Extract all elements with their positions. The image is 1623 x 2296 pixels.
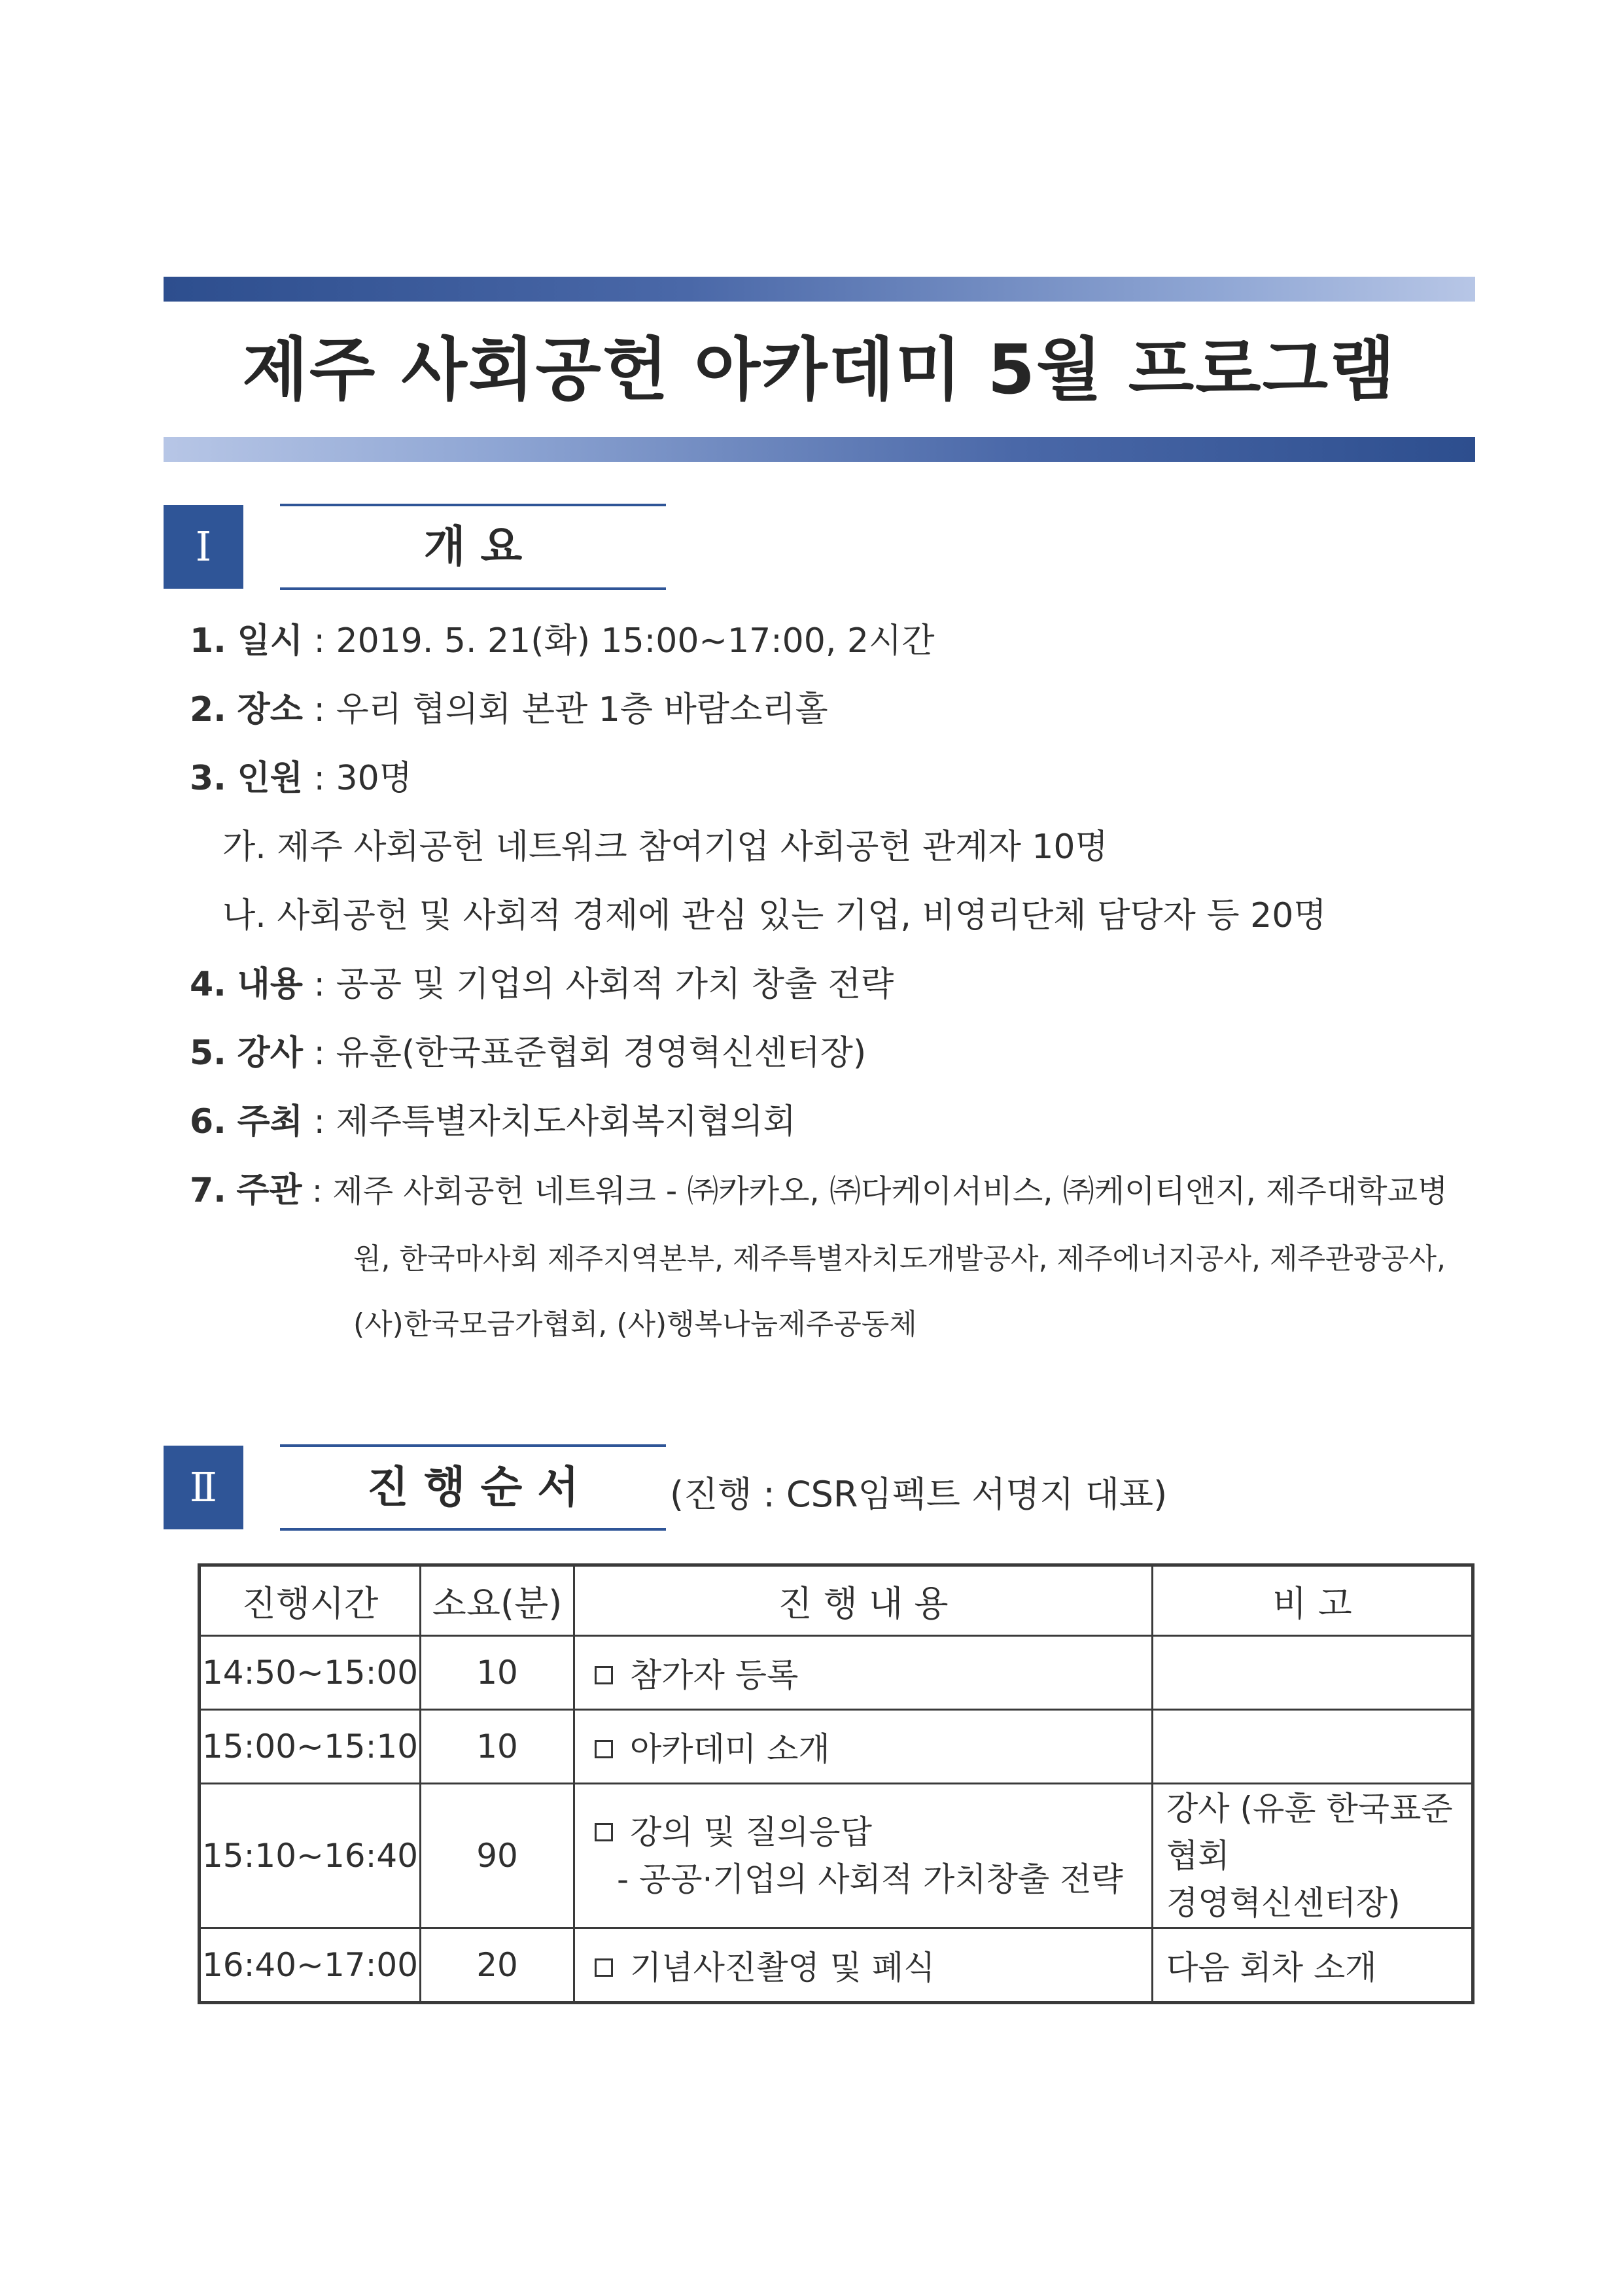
row-note: 강사 (유훈 한국표준협회 경영혁신센터장): [1153, 1784, 1473, 1928]
header-time: 진행시간: [200, 1565, 421, 1636]
row-content: 참가자 등록: [574, 1636, 1153, 1710]
row-content-detail: - 공공·기업의 사회적 가치창출 전략: [617, 1860, 1123, 1898]
header-note: 비 고: [1153, 1565, 1473, 1636]
overview-item-place: 2. 장소 : 우리 협의회 본관 1층 바람소리홀: [190, 690, 828, 729]
header-content: 진 행 내 용: [574, 1565, 1153, 1636]
host-continued-line-1: 원, 한국마사회 제주지역본부, 제주특별자치도개발공사, 제주에너지공사, 제주관광공사,: [353, 1242, 1446, 1276]
square-bullet-icon: [595, 1740, 613, 1758]
square-bullet-icon: [595, 1666, 613, 1684]
table-row: [200, 1784, 1473, 1928]
row-note: [1153, 1710, 1473, 1784]
overview-item-content: 4. 내용 : 공공 및 기업의 사회적 가치 창출 전략: [190, 965, 894, 1004]
table-row: [200, 1928, 1473, 2003]
row-content: 강의 및 질의응답 - 공공·기업의 사회적 가치창출 전략: [574, 1784, 1153, 1928]
section-1-numeral: Ⅰ: [164, 505, 243, 589]
row-minutes: 20: [421, 1928, 574, 2003]
title-top-bar: [164, 277, 1475, 302]
row-minutes: 90: [421, 1784, 574, 1928]
schedule-table: [198, 1563, 1475, 2004]
overview-item-host: 7. 주관 : 제주 사회공헌 네트워크 - ㈜카카오, ㈜다케이서비스, ㈜케이티앤지, 제주대학교병: [190, 1171, 1448, 1210]
section-2-host-note: (진행 : CSR임펙트 서명지 대표): [670, 1474, 1168, 1515]
overview-item-date: 1. 일시 : 2019. 5. 21(화) 15:00~17:00, 2시간: [190, 621, 935, 661]
host-continued-line-2: (사)한국모금가협회, (사)행복나눔제주공동체: [353, 1308, 917, 1341]
overview-item-attendees: 3. 인원 : 30명: [190, 759, 412, 798]
header-minutes: 소요(분): [421, 1565, 574, 1636]
row-minutes: 10: [421, 1710, 574, 1784]
attendees-sub-ga: 가. 제주 사회공헌 네트워크 참여기업 사회공헌 관계자 10명: [222, 827, 1108, 867]
row-time: 15:00~15:10: [200, 1710, 421, 1784]
title-bottom-bar: [164, 437, 1475, 462]
square-bullet-icon: [595, 1958, 613, 1977]
row-note: [1153, 1636, 1473, 1710]
row-content: 아카데미 소개: [574, 1710, 1153, 1784]
row-time: 16:40~17:00: [200, 1928, 421, 2003]
square-bullet-icon: [595, 1823, 613, 1841]
schedule-header-row: [200, 1565, 1473, 1636]
row-content: 기념사진촬영 및 폐식: [574, 1928, 1153, 2003]
section-2-numeral: Ⅱ: [164, 1446, 243, 1529]
section-2-heading: 진 행 순 서: [280, 1444, 666, 1531]
table-row: [200, 1710, 1473, 1784]
attendees-sub-na: 나. 사회공헌 및 사회적 경제에 관심 있는 기업, 비영리단체 담당자 등 20명: [222, 896, 1327, 935]
page-title: 제주 사회공헌 아카데미 5월 프로그램: [242, 330, 1397, 409]
table-row: [200, 1636, 1473, 1710]
overview-item-organizer: 6. 주최 : 제주특별자치도사회복지협의회: [190, 1102, 796, 1141]
overview-item-lecturer: 5. 강사 : 유훈(한국표준협회 경영혁신센터장): [190, 1034, 867, 1073]
row-minutes: 10: [421, 1636, 574, 1710]
row-time: 15:10~16:40: [200, 1784, 421, 1928]
row-time: 14:50~15:00: [200, 1636, 421, 1710]
section-1-heading: 개 요: [280, 504, 666, 590]
row-note: 다음 회차 소개: [1153, 1928, 1473, 2003]
